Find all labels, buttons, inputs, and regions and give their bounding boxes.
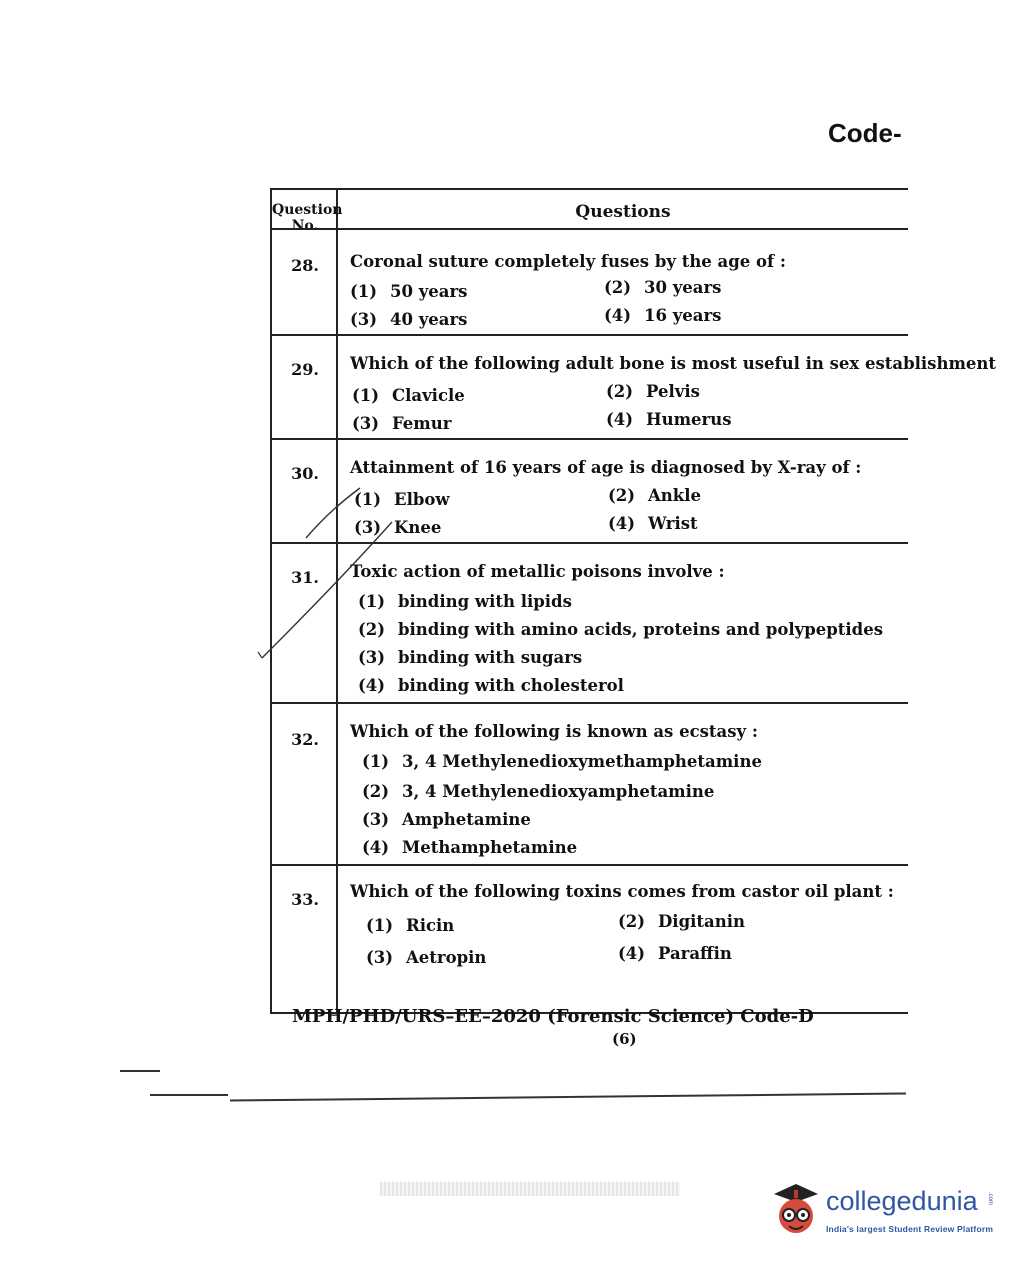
option: (2) 30 years [604, 278, 722, 297]
code-header: Code- [828, 118, 902, 148]
question-text: Which of the following adult bone is most useful in sex establishment [350, 354, 997, 373]
option: (2) Pelvis [606, 382, 700, 401]
option: (1) 3, 4 Methylenedioxymethamphetamine [362, 752, 762, 771]
question-number: 29. [291, 360, 319, 379]
option: (4) Methamphetamine [362, 838, 578, 857]
page-edge [150, 1094, 228, 1096]
question-text: Coronal suture completely fuses by the age of : [350, 252, 786, 271]
option: (1) Clavicle [352, 386, 465, 405]
option: (1) Elbow [354, 490, 450, 509]
header-question-no: Question No. [272, 202, 343, 234]
pen-tick-mark [258, 652, 262, 658]
question-text: Toxic action of metallic poisons involve : [350, 562, 725, 581]
pen-tick-mark [306, 488, 360, 538]
question-text: Which of the following toxins comes from castor oil plant : [350, 882, 894, 901]
pen-tick-mark [262, 522, 392, 658]
option: (4) 16 years [604, 306, 722, 325]
option: (1) binding with lipids [358, 592, 572, 611]
option: (3) Aetropin [366, 948, 487, 967]
option: (1) Ricin [366, 916, 455, 935]
option: (3) Amphetamine [362, 810, 531, 829]
brand-name: collegedunia [826, 1186, 978, 1216]
collegedunia-logo [768, 1180, 998, 1244]
header-questions: Questions [575, 202, 671, 222]
option: (4) binding with cholesterol [358, 676, 624, 695]
option: (3) Femur [352, 414, 452, 433]
scan-artifact [380, 1182, 680, 1196]
option: (3) 40 years [350, 310, 468, 329]
question-number: 31. [291, 568, 319, 587]
question-number: 33. [291, 890, 319, 909]
option: (4) Paraffin [618, 944, 732, 963]
mascot-icon [768, 1180, 824, 1244]
option: (2) binding with amino acids, proteins and polypeptides [358, 620, 884, 639]
page-number: (6) [612, 1030, 637, 1048]
page-edge [120, 1070, 160, 1072]
option: (4) Humerus [606, 410, 732, 429]
question-number: 30. [291, 464, 319, 483]
question-text: Which of the following is known as ecstasy : [350, 722, 758, 741]
option: (3) Knee [354, 518, 442, 537]
option: (2) Digitanin [618, 912, 745, 931]
brand-tld: .com [987, 1192, 993, 1206]
exam-footer: MPH/PHD/URS–EE–2020 (Forensic Science) Code-D [292, 1006, 814, 1027]
option: (3) binding with sugars [358, 648, 583, 667]
option: (4) Wrist [608, 514, 698, 533]
option: (2) 3, 4 Methylenedioxyamphetamine [362, 782, 715, 801]
brand-tagline: India's largest Student Review Platform [826, 1224, 994, 1234]
question-text: Attainment of 16 years of age is diagnosed by X-ray of : [350, 458, 862, 477]
question-number: 28. [291, 256, 319, 275]
question-number: 32. [291, 730, 319, 749]
option: (1) 50 years [350, 282, 468, 301]
option: (2) Ankle [608, 486, 701, 505]
